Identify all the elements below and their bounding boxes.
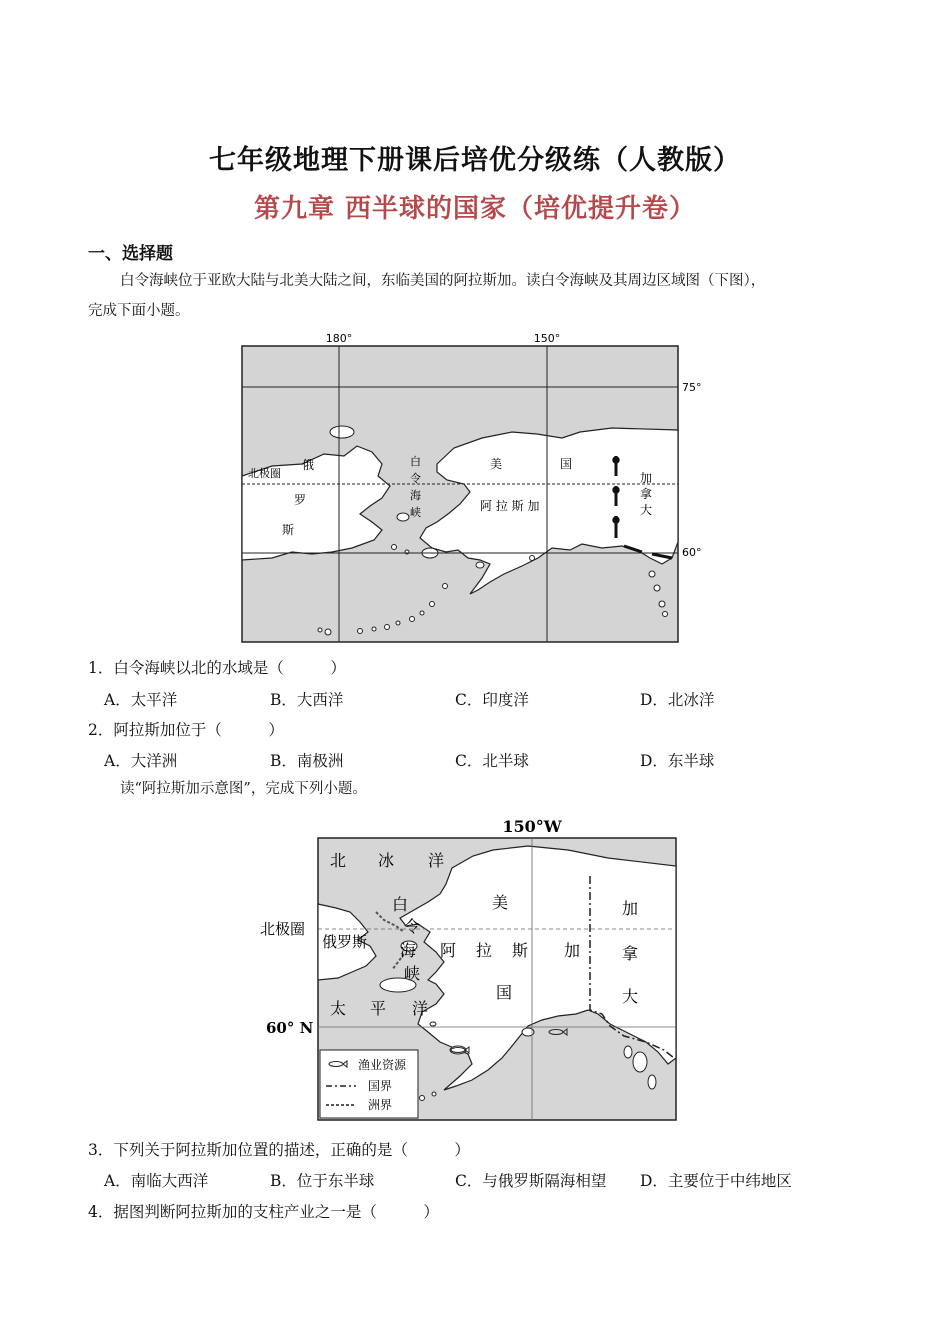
russia-char-1: 俄 [302, 458, 315, 472]
alaska-char-4: 加 [564, 941, 581, 960]
lon-150w-label: 150°W [502, 817, 562, 836]
q1-option-a[interactable]: A．太平洋 [104, 691, 178, 709]
alaska-label: 阿 拉 斯 加 [480, 499, 540, 513]
usa-char-2: 国 [560, 457, 573, 471]
usa-char-1b: 美 [492, 893, 509, 912]
strait-char-1: 白 [410, 455, 421, 468]
legend-fishery: 渔业资源 [358, 1058, 407, 1072]
page-subtitle: 第九章 西半球的国家（培优提升卷） [253, 194, 697, 224]
strait-char-4: 峡 [410, 506, 421, 519]
q3-option-c[interactable]: C．与俄罗斯隔海相望 [455, 1172, 607, 1190]
alaska-map [258, 814, 690, 1124]
canada-char-2b: 拿 [622, 944, 639, 963]
arctic-circle-label: 北极圈 [248, 467, 281, 480]
alaska-char-2: 拉 [476, 941, 493, 960]
question-2: 2．阿拉斯加位于（ ） [88, 721, 284, 739]
lon-180-label: 180° [325, 332, 353, 345]
legend-continent-border: 洲界 [368, 1098, 393, 1112]
alaska-char-1: 阿 [440, 941, 457, 960]
question-1: 1．白令海峡以北的水域是（ ） [88, 659, 346, 677]
canada-char-3b: 大 [622, 987, 639, 1006]
q1-option-c[interactable]: C．印度洋 [455, 691, 529, 709]
usa-char-1: 美 [490, 457, 503, 471]
arctic-ocean-char-2: 冰 [378, 851, 395, 870]
strait-char-2: 令 [410, 472, 421, 485]
q2-option-c[interactable]: C．北半球 [455, 752, 529, 770]
q2-option-b[interactable]: B．南极洲 [270, 752, 344, 770]
pacific-char-2: 平 [370, 999, 387, 1018]
q3-option-a[interactable]: A．南临大西洋 [104, 1172, 209, 1190]
q1-option-b[interactable]: B．大西洋 [270, 691, 344, 709]
russia-char-2: 罗 [294, 493, 307, 507]
q1-option-d[interactable]: D．北冰洋 [640, 691, 715, 709]
arctic-circle-label-2: 北极圈 [260, 920, 306, 938]
lat-75-label: 75° [682, 381, 702, 394]
question-4: 4．据图判断阿拉斯加的支柱产业之一是（ ） [88, 1203, 439, 1221]
intro-line-1: 白令海峡位于亚欧大陆与北美大陆之间，东临美国的阿拉斯加。读白令海峡及其周边区域图（下图）， [120, 273, 766, 289]
section-heading: 一、选择题 [88, 244, 173, 264]
question-3: 3．下列关于阿拉斯加位置的描述，正确的是（ ） [88, 1141, 470, 1159]
lon-150-label: 150° [533, 332, 561, 345]
strait-char-2b: 令 [404, 917, 421, 936]
canada-char-1b: 加 [622, 899, 639, 918]
canada-char-3: 大 [640, 503, 653, 517]
q2-option-d[interactable]: D．东半球 [640, 752, 715, 770]
q3-option-b[interactable]: B．位于东半球 [270, 1172, 375, 1190]
arctic-ocean-char-1: 北 [330, 851, 347, 870]
page-title: 七年级地理下册课后培优分级练（人教版） [209, 145, 741, 176]
arctic-ocean-char-3: 洋 [428, 851, 445, 870]
section2-intro: 读“阿拉斯加示意图”，完成下列小题。 [120, 781, 367, 797]
alaska-char-3: 斯 [512, 941, 529, 960]
strait-char-4b: 峡 [404, 964, 421, 983]
pacific-char-1: 太 [330, 999, 347, 1018]
usa-char-2b: 国 [496, 983, 513, 1002]
strait-char-1b: 白 [392, 895, 409, 914]
q3-option-d[interactable]: D．主要位于中纬地区 [640, 1172, 792, 1190]
intro-line-2: 完成下面小题。 [88, 303, 190, 319]
legend-border: 国界 [368, 1079, 393, 1093]
strait-char-3: 海 [410, 489, 421, 502]
lat-60-label: 60° [682, 546, 702, 559]
bering-strait-map [232, 326, 702, 648]
russia-label-2: 俄罗斯 [322, 933, 368, 951]
canada-char-2: 拿 [640, 487, 653, 501]
pacific-char-3: 洋 [412, 999, 429, 1018]
strait-char-3b: 海 [400, 941, 417, 960]
canada-char-1: 加 [640, 471, 653, 485]
russia-char-3: 斯 [282, 523, 295, 537]
lat-60n-label: 60° N [266, 1019, 314, 1037]
q2-option-a[interactable]: A．大洋洲 [104, 752, 178, 770]
